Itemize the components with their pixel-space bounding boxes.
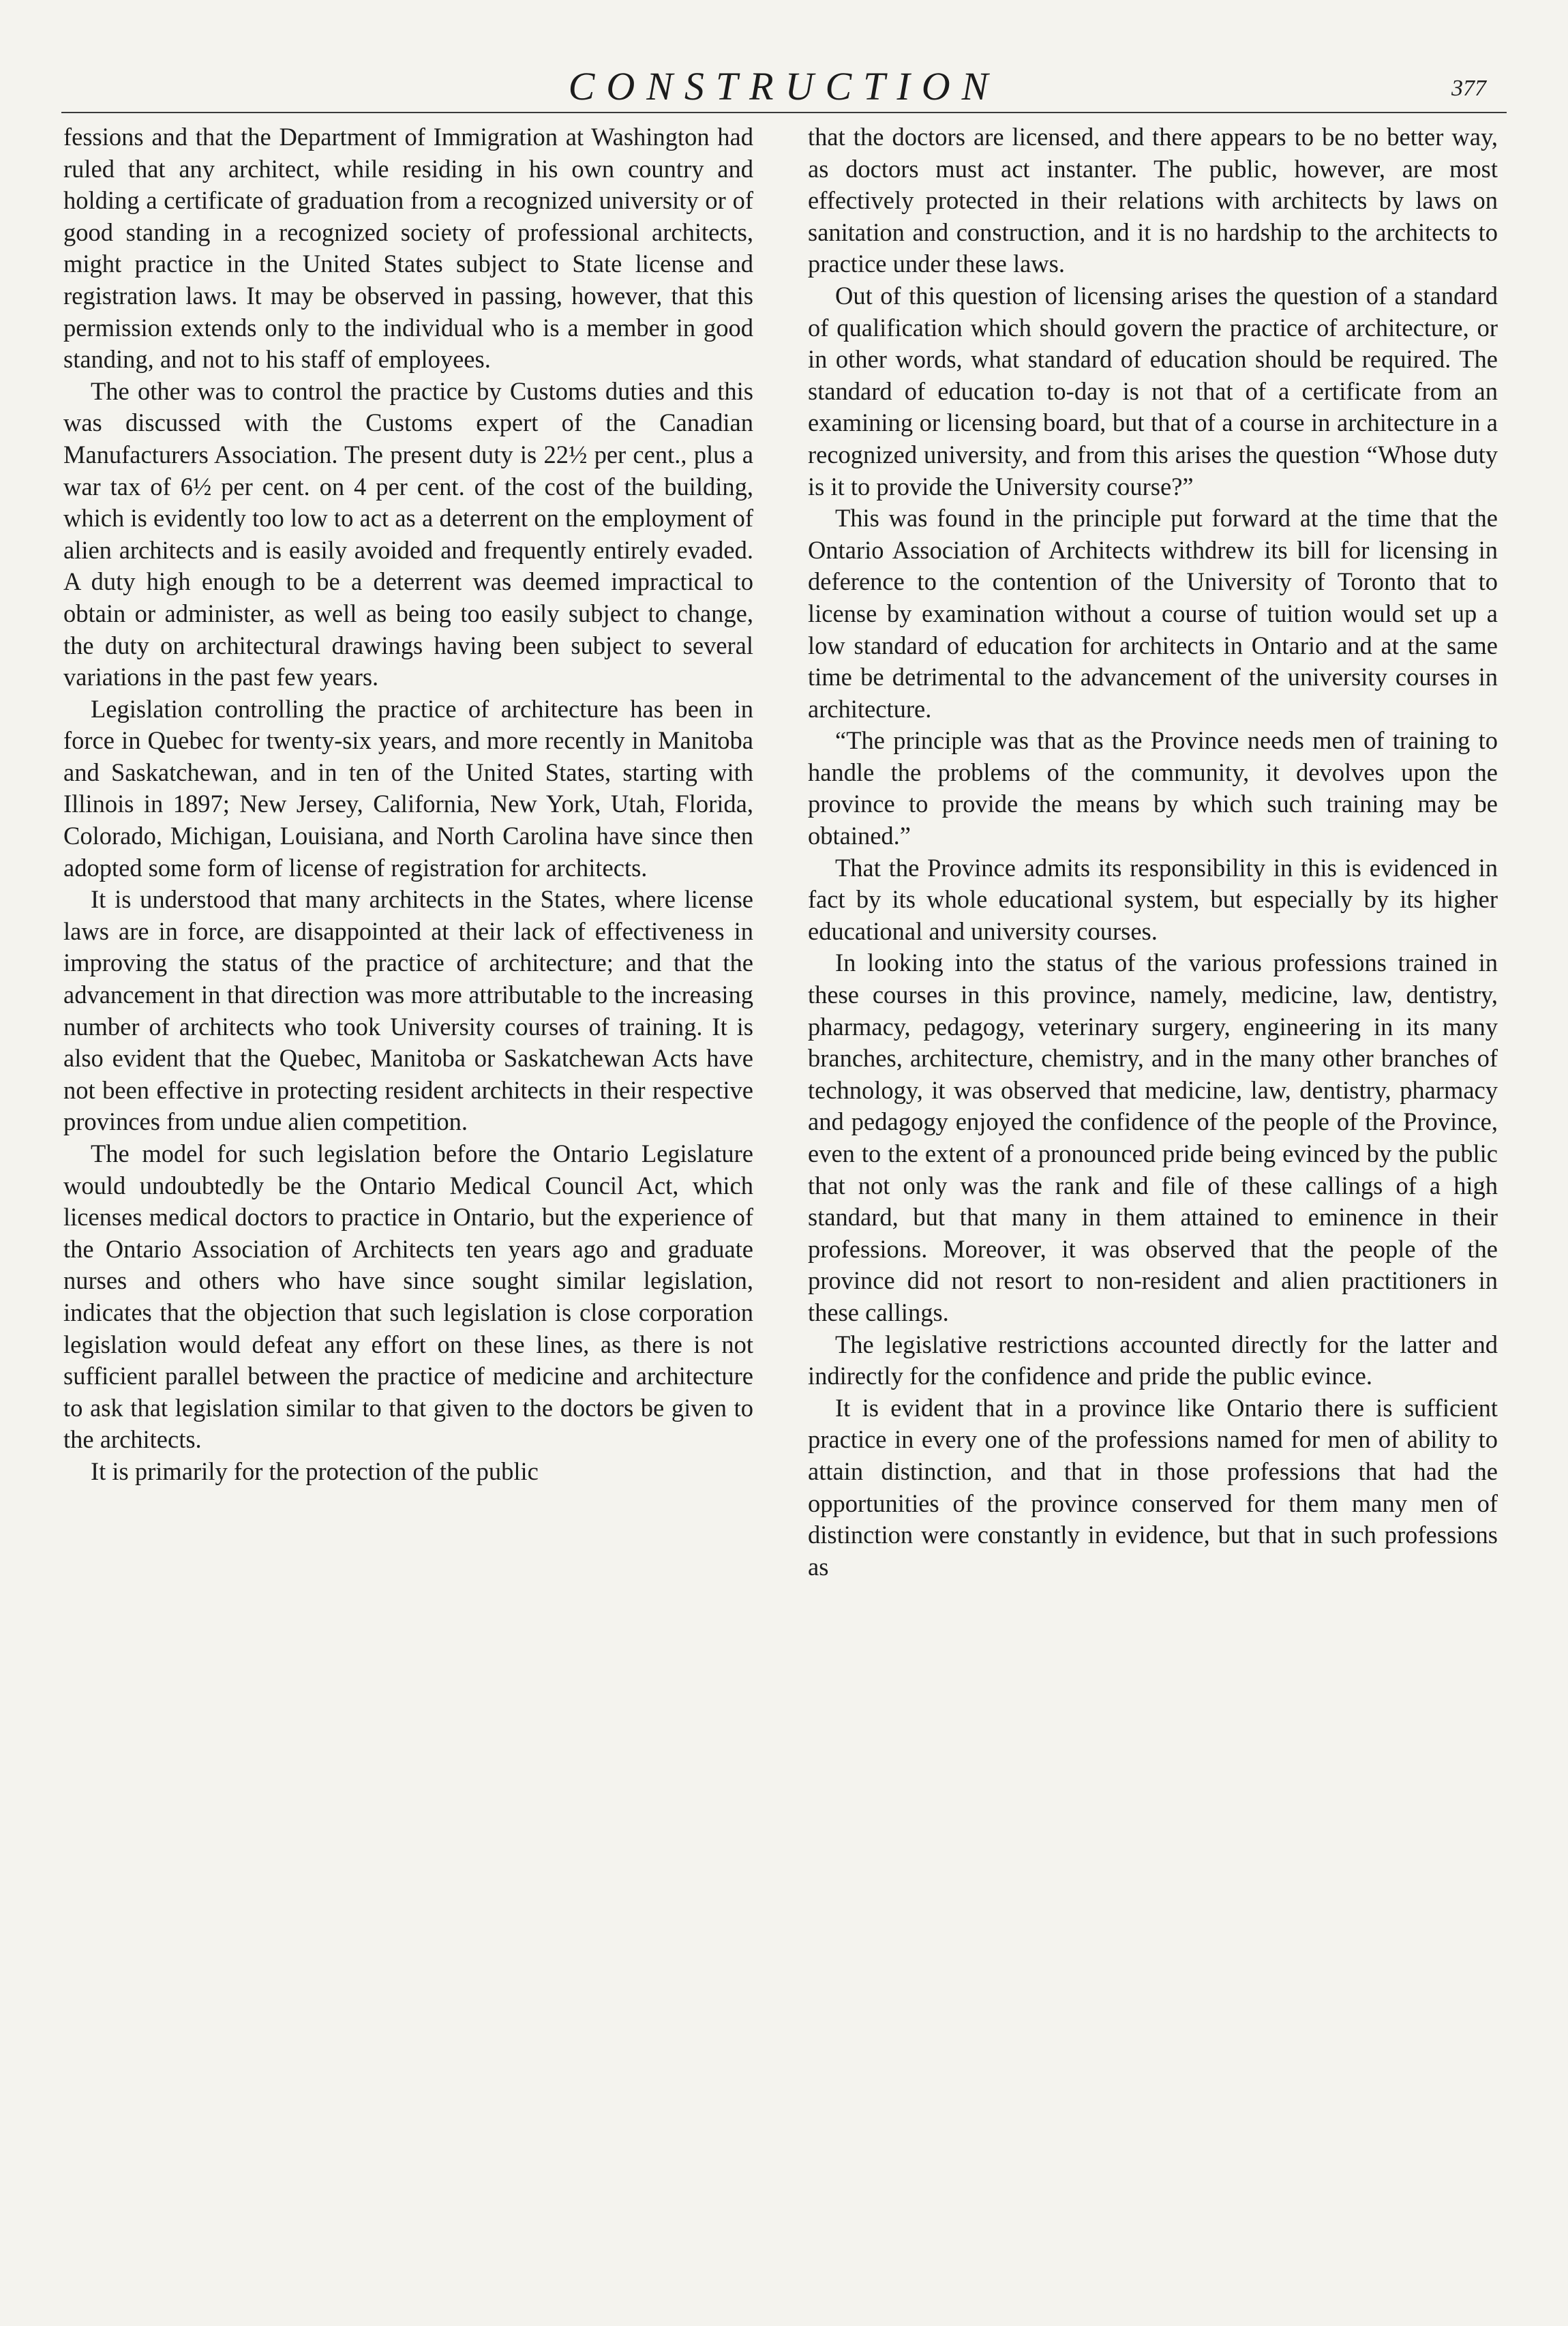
paragraph: fessions and that the Department of Immigration at Washington had ruled that any architect, while residing in his own country and holding a certificate of graduation from a recognized university or of good standing in a recognized society of professional architects, might practice in the United States subject to State license and registration laws. It may be observed in passing, however, that this permission extends only to the individual who is a member in good standing, and not to his staff of employees. — [63, 123, 753, 374]
paragraph: It is primarily for the protection of the public — [91, 1457, 539, 1485]
paragraph: This was found in the principle put forward at the time that the Ontario Association of Architects withdrew its bill for licensing in deference to the contention of the University of Toronto that to license by examination without a course of tuition would set up a low standard of education for architects in Ontario and at the same time be detrimental to the advancement of the university courses in architecture. — [808, 504, 1498, 723]
paragraph: that the doctors are licensed, and there appears to be no better way, as doctors must act instanter. The public, however, are most effectively protected in their relations with architects by laws on sanitation and construction, and it is no hardship to the architects to practice under these laws. — [808, 123, 1498, 278]
paragraph: The model for such legislation before the Ontario Legislature would undoubtedly be the Ontario Medical Council Act, which licenses medical doctors to practice in Ontario, but the experience of the Ontario Association of Architects ten years ago and graduate nurses and others who have since sought similar legislation, indicates that the objection that such legislation is close corporation legislation would defeat any effort on these lines, as there is not sufficient parallel between the practice of medicine and architecture to ask that legislation similar to that given to the doctors be given to the architects. — [63, 1139, 753, 1454]
paragraph: In looking into the status of the various professions trained in these courses in this province, namely, medicine, law, dentistry, pharmacy, pedagogy, veterinary surgery, engineering in its many branches, architecture, chemistry, and in the many other branches of technology, it was observed that medicine, law, dentistry, pharmacy and pedagogy enjoyed the confidence of the people of the Province, even to the extent of a pronounced pride being evinced by the public that not only was the rank and file of these callings of a high standard, but that many in them attained to eminence in their professions. Moreover, it was observed that the people of the province did not resort to non-resident and alien practitioners in these callings. — [808, 949, 1498, 1326]
paragraph: That the Province admits its responsibility in this is evidenced in fact by its whole educational system, but especially by its higher educational and university courses. — [808, 853, 1498, 945]
paragraph: The other was to control the practice by Customs duties and this was discussed with the Customs expert of the Canadian Manufacturers Association. The present duty is 22½ per cent., plus a war tax of 6½ per cent. on 4 per cent. of the cost of the building, which is evidently too low to act as a deterrent on the employment of alien architects and is easily avoided and frequently entirely evaded. A duty high enough to be a deterrent was deemed impractical to obtain or administer, as well as being too easily subject to change, the duty on architectural drawings having been subject to several variations in the past few years. — [63, 376, 753, 691]
page-header — [61, 63, 1507, 110]
paragraph: It is evident that in a province like Ontario there is sufficient practice in every one of the professions named for men of ability to attain distinction, and that in those professions that had the opportunities of the province conserved for them many men of distinction were constantly in evidence, but that in such professions as — [808, 1393, 1498, 1581]
paragraph: It is understood that many architects in the States, where license laws are in force, are disappointed at their lack of effectiveness in improving the status of the practice of architecture; and that the advancement in that direction was more attributable to the increasing number of architects who took University courses of training. It is also evident that the Quebec, Manitoba or Saskatchewan Acts have not been effective in protecting resident architects in their respective provinces from undue alien competition. — [63, 885, 753, 1136]
paragraph: “The principle was that as the Province needs men of training to handle the problems of the community, it devolves upon the province to provide the means by which such training may be obtained.” — [808, 726, 1498, 850]
left-column — [63, 121, 753, 1488]
header-rule — [61, 112, 1507, 113]
page-number: 377 — [1451, 76, 1486, 101]
paragraph: Out of this question of licensing arises the question of a standard of qualification which should govern the practice of architecture, or in other words, what standard of education should be required. The standard of education to-day is not that of a certificate from an examining or licensing board, but that of a course in architecture in a recognized university, and from this arises the question “Whose duty is it to provide the University course?” — [808, 281, 1498, 501]
paragraph: The legislative restrictions accounted directly for the latter and indirectly for the confidence and pride the public evince. — [808, 1330, 1498, 1390]
right-column — [808, 121, 1498, 1583]
running-title: CONSTRUCTION — [568, 64, 1000, 108]
paragraph: Legislation controlling the practice of architecture has been in force in Quebec for twenty-six years, and more recently in Manitoba and Saskatchewan, and in ten of the United States, starting with Illinois in 1897; New Jersey, California, New York, Utah, Florida, Colorado, Michigan, Louisiana, and North Carolina have since then adopted some form of license of registration for architects. — [63, 694, 753, 882]
